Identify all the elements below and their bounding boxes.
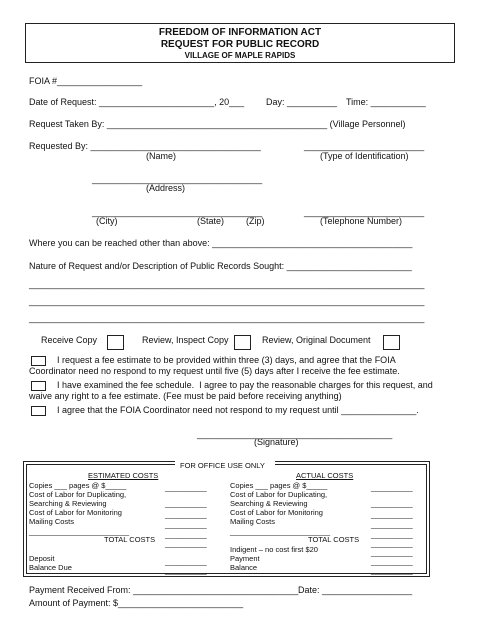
actual-mailing-costs-amount[interactable]: __________ xyxy=(371,520,413,529)
deposit-amount[interactable]: __________ xyxy=(165,557,207,566)
date-of-request-field[interactable]: Date of Request: _______________________, 20___ xyxy=(29,97,245,107)
estimated-labor-monitoring-label: Cost of Labor for Monitoring xyxy=(29,508,122,517)
day-field[interactable]: Day: __________ xyxy=(266,97,338,107)
estimated-other-line[interactable]: ________________________ xyxy=(29,527,130,536)
deposit-label: Deposit xyxy=(29,554,55,563)
request-taken-by-field[interactable]: Request Taken By: ____________________________________________ (Village Personnel) xyxy=(29,119,406,129)
payment-label: Payment xyxy=(230,554,260,563)
balance-due-label: Balance Due xyxy=(29,563,72,572)
estimated-mailing-costs-label: Mailing Costs xyxy=(29,517,75,526)
estimated-searching-label: Searching & Reviewing xyxy=(29,499,107,508)
telephone-field[interactable]: ________________________ xyxy=(304,207,425,217)
form-subtitle: REQUEST FOR PUBLIC RECORD xyxy=(160,39,320,50)
actual-searching-label: Searching & Reviewing xyxy=(230,499,308,508)
request-description-line[interactable]: _______________________________________________________________________________ xyxy=(29,296,425,306)
balance-due-amount[interactable]: __________ xyxy=(165,566,207,575)
estimated-labor-monitoring-amount[interactable]: __________ xyxy=(165,510,207,519)
estimated-costs-heading: ESTIMATED COSTS xyxy=(88,471,159,480)
time-field[interactable]: Time: ___________ xyxy=(346,97,426,107)
actual-copies-amount[interactable]: __________ xyxy=(371,483,413,492)
actual-labor-monitoring-amount[interactable]: __________ xyxy=(371,510,413,519)
address-field[interactable]: __________________________________ xyxy=(92,174,263,184)
signature-caption: (Signature) xyxy=(254,437,299,447)
estimated-total-costs-label: TOTAL COSTS xyxy=(104,535,156,544)
receive-copy-label: Receive Copy xyxy=(41,335,98,345)
office-use-title: FOR OFFICE USE ONLY xyxy=(180,461,265,470)
payment-date-field[interactable]: Date: __________________ xyxy=(298,585,413,595)
indigent-amount[interactable]: __________ xyxy=(371,548,413,557)
form-header xyxy=(25,23,455,63)
actual-mailing-costs-label: Mailing Costs xyxy=(230,517,276,526)
telephone-caption: (Telephone Number) xyxy=(320,216,403,226)
review-original-label: Review, Original Document xyxy=(262,335,371,345)
address-caption: (Address) xyxy=(146,183,186,193)
request-description-line[interactable]: _______________________________________________________________________________ xyxy=(29,279,425,289)
fee-schedule-checkbox[interactable] xyxy=(31,381,46,391)
review-inspect-copy-checkbox[interactable] xyxy=(234,335,251,350)
estimated-labor-duplicating-label: Cost of Labor for Duplicating, xyxy=(29,490,127,499)
actual-total-costs-amount[interactable]: __________ xyxy=(371,539,413,548)
state-caption: (State) xyxy=(197,216,225,226)
village-name: VILLAGE OF MAPLE RAPIDS xyxy=(184,51,296,60)
fee-estimate-text-continued: Coordinator need no respond to my request until five (5) days after I receive the fee estimate. xyxy=(29,366,400,376)
identification-caption: (Type of Identification) xyxy=(320,151,409,161)
estimated-labor-duplicating-amount[interactable]: __________ xyxy=(165,499,207,508)
signature-field[interactable]: _______________________________________ xyxy=(197,429,393,439)
alternate-contact-field[interactable]: Where you can be reached other than above: ________________________________________ xyxy=(29,238,413,248)
balance-amount[interactable]: __________ xyxy=(371,566,413,575)
payment-amount[interactable]: __________ xyxy=(371,557,413,566)
identification-type-field[interactable]: ________________________ xyxy=(304,141,425,151)
fee-estimate-checkbox[interactable] xyxy=(31,356,46,366)
actual-other-amount[interactable]: __________ xyxy=(371,530,413,539)
coordinator-response-text[interactable]: I agree that the FOIA Coordinator need not respond to my request until _______________. xyxy=(57,405,419,415)
actual-copies-field[interactable]: Copies ___ pages @ $_____ xyxy=(230,481,328,490)
receive-copy-checkbox[interactable] xyxy=(107,335,124,350)
fee-schedule-text: I have examined the fee schedule. I agree to pay the reasonable charges for this request, and xyxy=(57,380,433,390)
actual-other-line[interactable]: ________________________ xyxy=(230,527,331,536)
request-description-line[interactable]: _______________________________________________________________________________ xyxy=(29,313,425,323)
city-caption: (City) xyxy=(96,216,118,226)
payment-received-from-field[interactable]: Payment Received From: _________________________________ xyxy=(29,585,299,595)
actual-labor-duplicating-label: Cost of Labor for Duplicating, xyxy=(230,490,328,499)
coordinator-response-checkbox[interactable] xyxy=(31,406,46,416)
review-original-checkbox[interactable] xyxy=(383,335,400,350)
estimated-total-costs-amount[interactable]: __________ xyxy=(165,539,207,548)
city-state-zip-field[interactable]: __________________________________ xyxy=(92,207,263,217)
name-caption: (Name) xyxy=(146,151,177,161)
review-inspect-copy-label: Review, Inspect Copy xyxy=(142,335,229,345)
actual-labor-monitoring-label: Cost of Labor for Monitoring xyxy=(230,508,323,517)
estimated-copies-field[interactable]: Copies ___ pages @ $_____ xyxy=(29,481,127,490)
estimated-copies-amount[interactable]: __________ xyxy=(165,483,207,492)
fee-schedule-text-continued: waive any right to a fee estimate. (Fee must be paid before receiving anything) xyxy=(29,391,342,401)
nature-of-request-field[interactable]: Nature of Request and/or Description of Public Records Sought: _________________________ xyxy=(29,261,412,271)
requested-by-name-field[interactable]: Requested By: __________________________________ xyxy=(29,141,261,151)
zip-caption: (Zip) xyxy=(246,216,265,226)
actual-total-costs-label: TOTAL COSTS xyxy=(308,535,360,544)
estimated-other-amount[interactable]: __________ xyxy=(165,530,207,539)
estimated-mailing-costs-amount[interactable]: __________ xyxy=(165,520,207,529)
foia-number-field[interactable]: FOIA #_________________ xyxy=(29,76,143,86)
indigent-label: Indigent – no cost first $20 xyxy=(230,545,318,554)
balance-label: Balance xyxy=(230,563,258,572)
amount-of-payment-field[interactable]: Amount of Payment: $_________________________ xyxy=(29,598,244,608)
actual-labor-duplicating-amount[interactable]: __________ xyxy=(371,499,413,508)
fee-estimate-text: I request a fee estimate to be provided within three (3) days, and agree that the FOIA xyxy=(57,355,396,365)
form-title: FREEDOM OF INFORMATION ACT xyxy=(158,27,322,38)
actual-costs-heading: ACTUAL COSTS xyxy=(296,471,354,480)
